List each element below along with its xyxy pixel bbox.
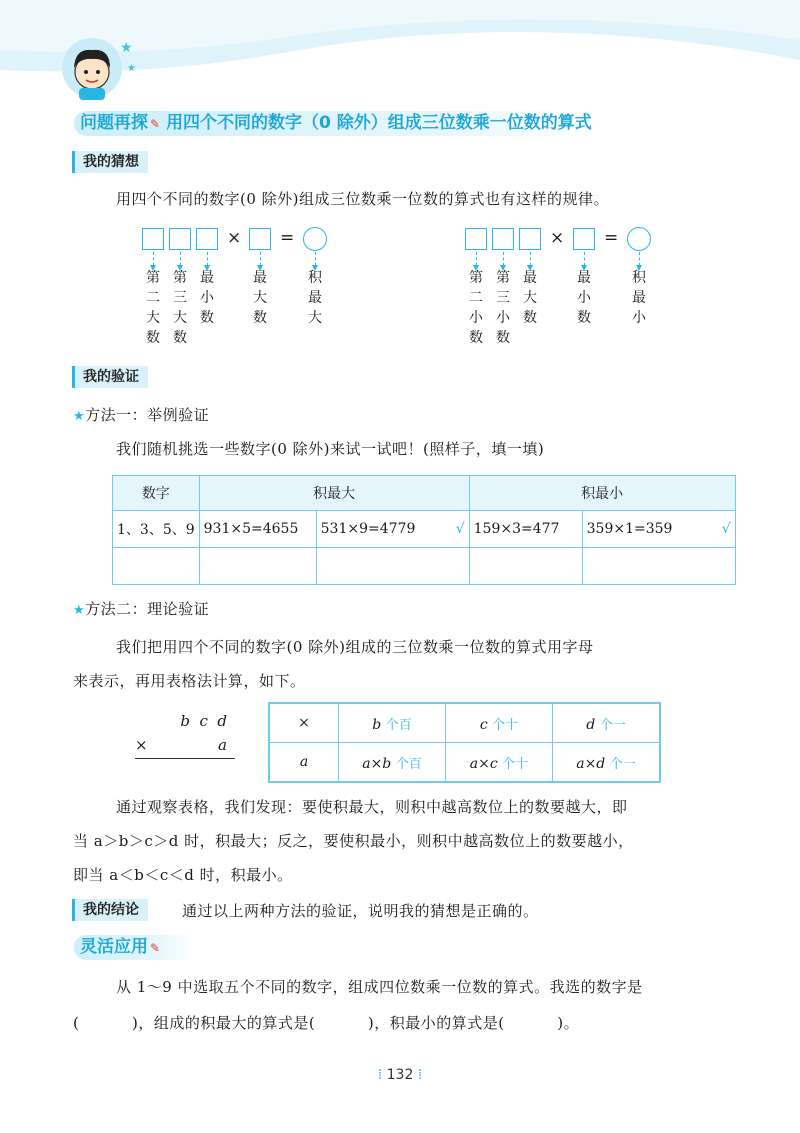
table-cell-blank[interactable]: [113, 548, 200, 585]
digit-box[interactable]: [169, 228, 191, 250]
arrow-down-icon: [315, 252, 317, 266]
table-header: 数字: [113, 476, 200, 511]
check-icon: √: [455, 521, 465, 537]
digit-box[interactable]: [142, 228, 164, 250]
method2-line2: 来表示，再用表格法计算，如下。: [73, 672, 306, 690]
table-row: a a×b 个百 a×c 个十 a×d 个一: [269, 743, 660, 783]
schema-label: 第三大数: [173, 270, 187, 346]
vertical-top: b c d: [180, 712, 227, 730]
arrow-down-icon: [260, 252, 262, 266]
table-cell: 359×1=359: [586, 521, 673, 537]
method1-title: ★方法一：举例验证: [73, 406, 210, 424]
times-sign: ×: [227, 228, 242, 248]
arrow-down-icon: [207, 252, 209, 266]
dots-icon: ⁞: [417, 1067, 423, 1083]
table-header: 积最大: [199, 476, 469, 511]
product-circle[interactable]: [627, 227, 651, 251]
conclusion-text: 通过以上两种方法的验证，说明我的猜想是正确的。: [182, 902, 539, 920]
times-sign: ×: [550, 228, 565, 248]
banner-title: 用四个不同的数字（0 除外）组成三位数乘一位数的算式: [166, 113, 592, 133]
method2-title: ★方法二：理论验证: [73, 600, 210, 618]
mascot-icon: [55, 30, 130, 105]
banner-prefix: 问题再探: [80, 113, 148, 133]
schema-label: 积最大: [308, 270, 322, 326]
schema-label: 最小数: [200, 270, 214, 326]
check-icon: √: [721, 521, 731, 537]
apply-banner: [74, 935, 196, 960]
schema-label: 第二大数: [146, 270, 160, 346]
guess-tag: 我的猜想: [72, 151, 148, 173]
table-cell: 931×5=4655: [199, 511, 316, 548]
guess-text: 用四个不同的数字(0 除外)组成三位数乘一位数的算式也有这样的规律。: [116, 190, 610, 208]
verify-tag: 我的验证: [72, 366, 148, 388]
observation-line3: 即当 a＜b＜c＜d 时，积最小。: [73, 866, 293, 884]
digit-box[interactable]: [249, 228, 271, 250]
apply-title: 灵活应用: [80, 937, 148, 957]
table-cell-blank[interactable]: [199, 548, 316, 585]
page-footer: [0, 1067, 800, 1083]
arrow-down-icon: [530, 252, 532, 266]
digit-box[interactable]: [492, 228, 514, 250]
apply-line2: ( )，组成的积最大的算式是( )，积最小的算式是( )。: [73, 1014, 580, 1032]
equals-sign: =: [280, 228, 295, 248]
times-sign: ×: [135, 736, 148, 754]
schema-label: 最大数: [523, 270, 537, 326]
apply-line1: 从 1～9 中选取五个不同的数字，组成四位数乘一位数的算式。我选的数字是: [116, 978, 643, 996]
example-table: [112, 475, 736, 585]
arrow-down-icon: [153, 252, 155, 266]
arrow-down-icon: [639, 252, 641, 266]
star-icon: ★: [127, 63, 136, 74]
schema-label: 最小数: [577, 270, 591, 326]
pin-icon: ✎: [150, 117, 161, 131]
table-cell-blank[interactable]: [316, 548, 469, 585]
conclusion-tag: 我的结论: [72, 899, 148, 921]
table-row-empty: [113, 548, 736, 585]
schema-label: 第三小数: [496, 270, 510, 346]
arrow-down-icon: [503, 252, 505, 266]
table-cell: 531×9=4779: [320, 521, 416, 537]
schema-label: 第二小数: [469, 270, 483, 346]
table-row: [113, 511, 736, 548]
section-banner: [74, 111, 602, 136]
vertical-multiplication: [135, 712, 235, 759]
arrow-down-icon: [584, 252, 586, 266]
table-cell: a: [269, 743, 339, 783]
arrow-down-icon: [476, 252, 478, 266]
digit-box[interactable]: [519, 228, 541, 250]
table-cell: 159×3=477: [469, 511, 582, 548]
table-header: 积最小: [469, 476, 735, 511]
schema-label: 最大数: [253, 270, 267, 326]
dots-icon: ⁞: [377, 1067, 383, 1083]
method2-line1: 我们把用四个不同的数字(0 除外)组成的三位数乘一位数的算式用字母: [116, 638, 594, 656]
vertical-bottom: a: [218, 736, 227, 754]
star-icon: ★: [73, 409, 86, 424]
observation-line2: 当 a＞b＞c＞d 时，积最大；反之，要使积最小，则积中越高数位上的数要越小，: [73, 832, 634, 850]
method1-intro: 我们随机挑选一些数字(0 除外)来试一试吧！(照样子，填一填): [116, 440, 545, 458]
schema-label: 积最小: [632, 270, 646, 326]
page-number: 132: [386, 1067, 414, 1083]
table-cell: 1、3、5、9: [113, 511, 200, 548]
table-row: × b 个百 c 个十 d 个一: [269, 703, 660, 743]
product-circle[interactable]: [303, 227, 327, 251]
table-cell-blank[interactable]: [582, 548, 735, 585]
star-icon: ★: [120, 40, 133, 56]
digit-box[interactable]: [465, 228, 487, 250]
table-cell-blank[interactable]: [469, 548, 582, 585]
pin-icon: ✎: [150, 941, 161, 955]
digit-box[interactable]: [196, 228, 218, 250]
digit-box[interactable]: [573, 228, 595, 250]
star-icon: ★: [73, 603, 86, 618]
equals-sign: =: [604, 228, 619, 248]
observation-line1: 通过观察表格，我们发现：要使积最大，则积中越高数位上的数要越大，即: [116, 798, 628, 816]
arrow-down-icon: [180, 252, 182, 266]
table-cell: ×: [269, 703, 339, 743]
grid-table: [268, 702, 661, 783]
